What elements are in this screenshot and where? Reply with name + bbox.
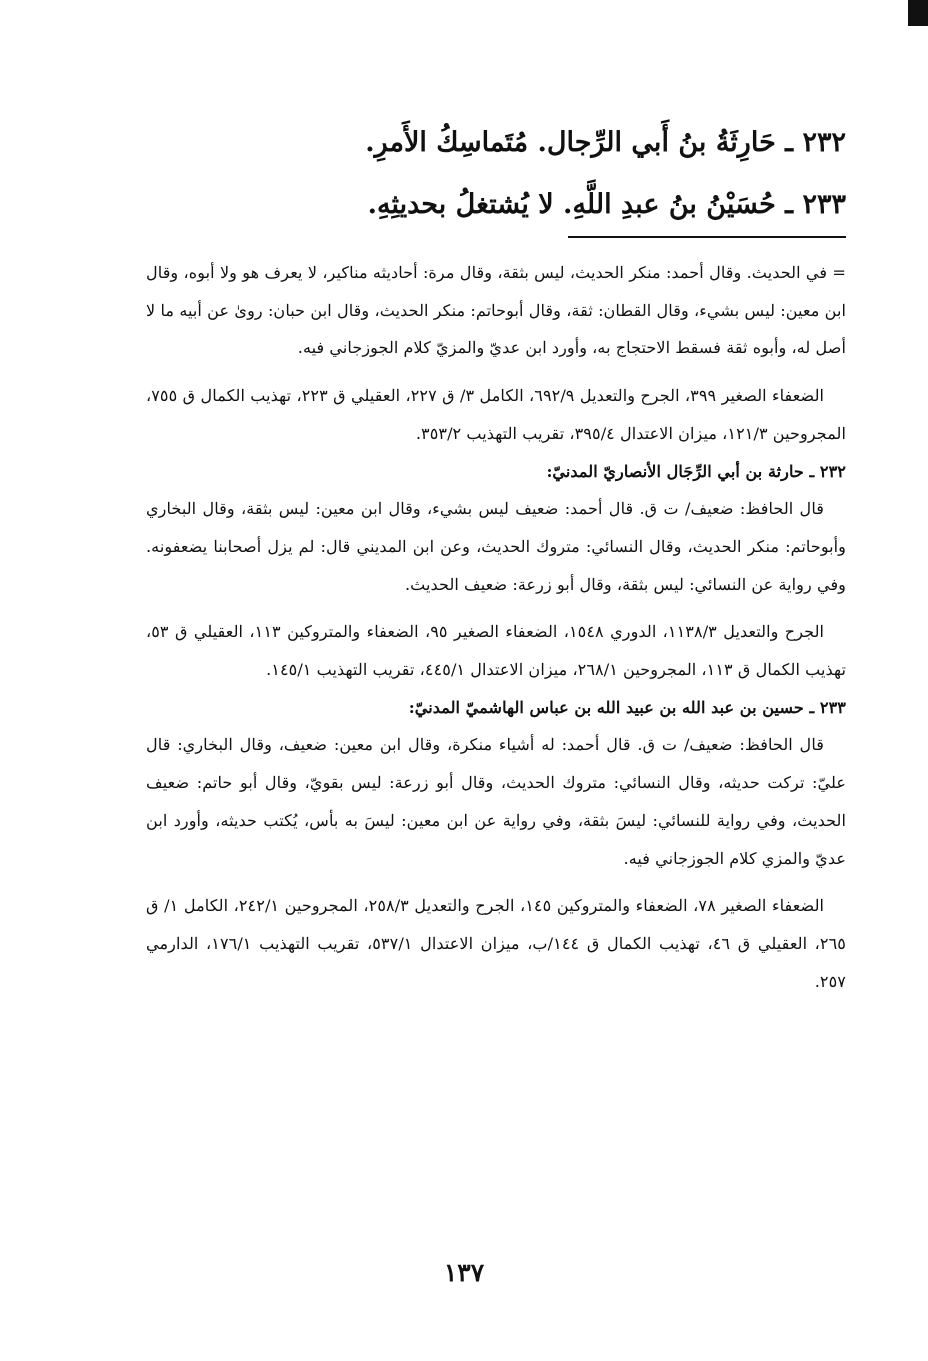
footnote-body-233: قال الحافظ: ضعيف/ ت ق. قال أحمد: له أشياء منكرة، وقال ابن معين: ضعيف، وقال البخاري: قال عليّ: تركت حديثه، وقال النسائي: متروك الحديث، وقال أبو زرعة: ليس بقويّ، وقال أبو حاتم: ضعيف الحديث، وفي رواية للنسائي: ليسَ بثقة، وفي رواية عن ابن معين: ليسَ به بأس، يُكتب حديثه، وأورد ابن عديّ والمزي كلام الجوزجاني فيه.	[146, 735, 846, 868]
page-number: ١٣٧	[443, 1258, 485, 1287]
main-entry-233: ٢٣٣ ـ حُسَيْنُ بنُ عبدِ اللَّهِ. لا يُشتغلُ بحديثِهِ.	[367, 189, 846, 220]
footnotes	[146, 254, 846, 1000]
footnote-divider	[568, 236, 846, 238]
footnote-sources-232: الجرح والتعديل ١١٣٨/٣، الدوري ١٥٤٨، الضعفاء الصغير ٩٥، الضعفاء والمتروكين ١١٣، العقيلي ق ٥٣، تهذيب الكمال ق ١١٣، المجروحين ٢٦٨/١، ميزان الاعتدال ٤٤٥/١، تقريب التهذيب ١٤٥/١.	[146, 622, 846, 680]
footnote-heading-233: ٢٣٣ ـ حسين بن عبد الله بن عبيد الله بن عباس الهاشميّ المدنيّ:	[408, 697, 846, 717]
footnote-body-232: قال الحافظ: ضعيف/ ت ق. قال أحمد: ضعيف ليس بشيء، وقال ابن معين: ليس بثقة، وقال البخاري وأبوحاتم: منكر الحديث، وقال النسائي: متروك الحديث، وعن ابن المديني قال: لم يزل أصحابنا يضعفونه. وفي رواية عن النسائي: ليس بثقة، وقال أبو زرعة: ضعيف الحديث.	[146, 499, 846, 594]
scan-corner-mark	[908, 0, 928, 26]
main-entries	[146, 112, 846, 236]
footnote-continuation: = في الحديث. وقال أحمد: منكر الحديث، ليس بثقة، وقال مرة: أحاديثه مناكير، لا يعرف هو ولا أبوه، وقال ابن معين: ليس بشيء، وقال القطان: ثقة، وقال أبوحاتم: منكر الحديث، وقال ابن حبان: روىٰ عن أبيه ما لا أصل له، وأبوه ثقة فسقط الاحتجاج به، وأورد ابن عديّ والمزيّ كلام الجوزجاني فيه.	[146, 263, 846, 358]
footnote-continuation-sources: الضعفاء الصغير ٣٩٩، الجرح والتعديل ٦٩٢/٩، الكامل ٣/ ق ٢٢٧، العقيلي ق ٢٢٣، تهذيب الكمال ق ٧٥٥، المجروحين ١٢١/٣، ميزان الاعتدال ٣٩٥/٤، تقريب التهذيب ٣٥٣/٢.	[146, 386, 846, 443]
main-entry-232: ٢٣٢ ـ حَارِثَةُ بنُ أَبي الرِّجال. مُتَماسِكُ الأَمرِ.	[365, 127, 846, 158]
footnote-sources-233: الضعفاء الصغير ٧٨، الضعفاء والمتروكين ١٤٥، الجرح والتعديل ٢٥٨/٣، المجروحين ٢٤٢/١، الكامل ١/ ق ٢٦٥، العقيلي ق ٤٦، تهذيب الكمال ق ١٤٤/ب، ميزان الاعتدال ٥٣٧/١، تقريب التهذيب ١٧٦/١، الدارمي ٢٥٧.	[146, 896, 846, 991]
footnote-heading-232: ٢٣٢ ـ حارثة بن أبي الرِّجَال الأنصاريّ المدنيّ:	[546, 461, 846, 481]
